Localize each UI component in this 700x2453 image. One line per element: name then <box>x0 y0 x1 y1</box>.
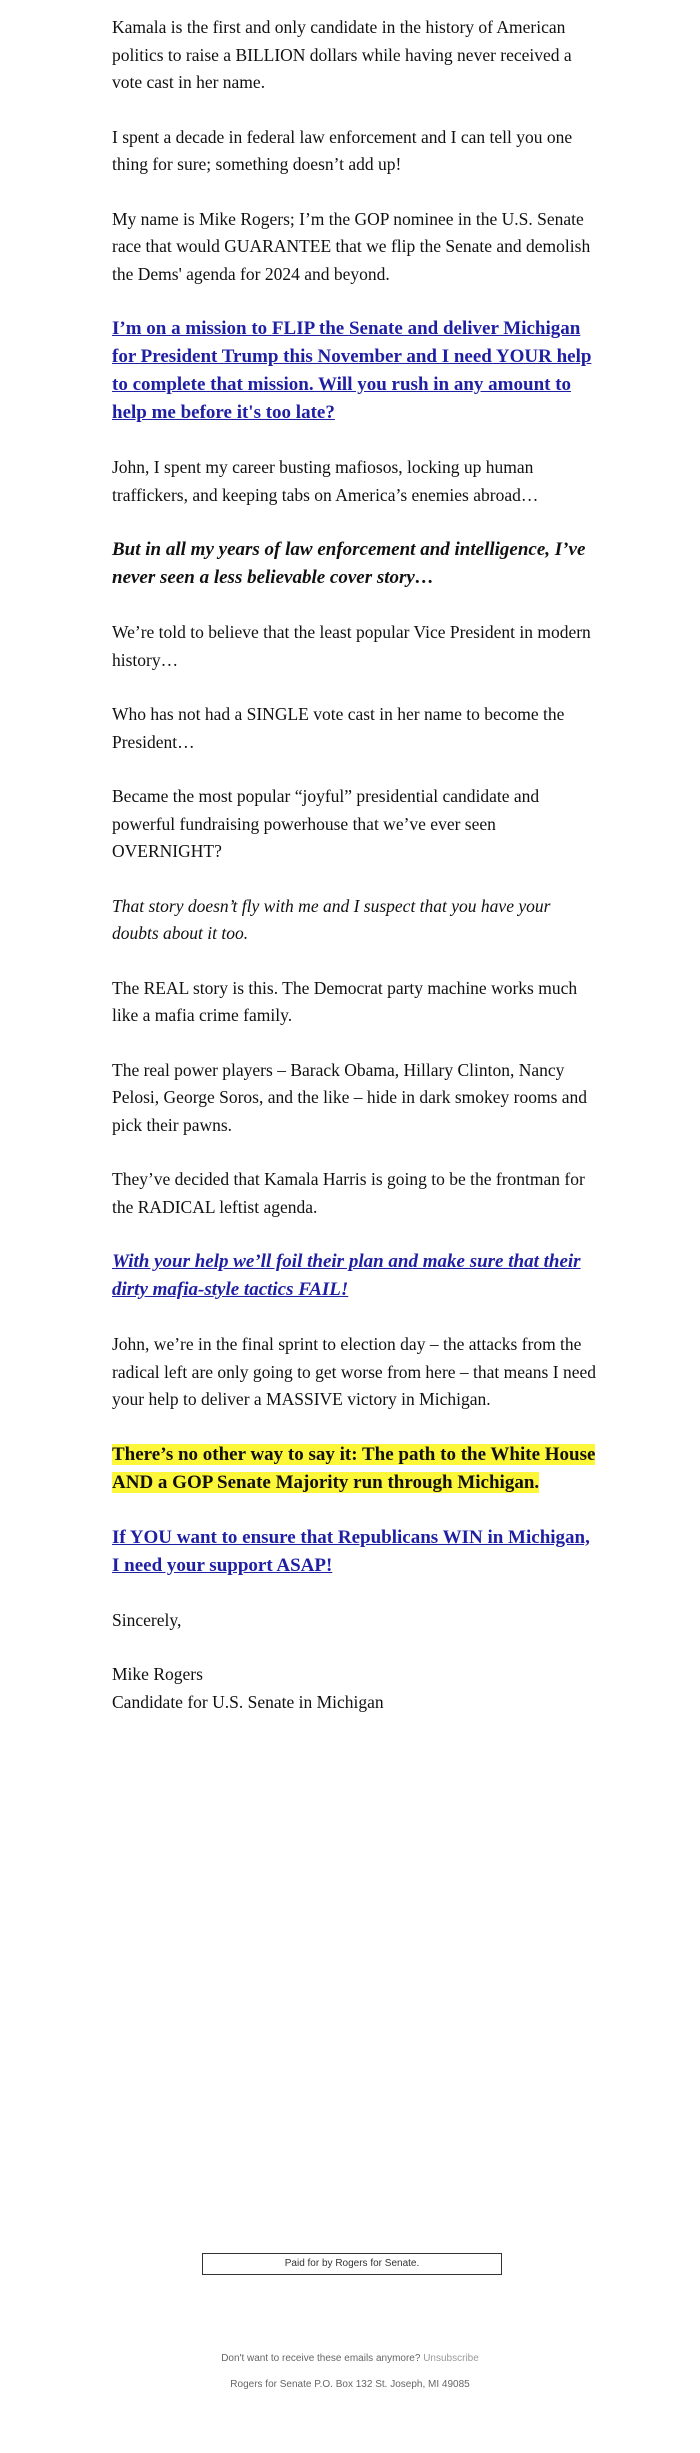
paragraph-single-vote: Who has not had a SINGLE vote cast in her name to become the President… <box>112 704 565 752</box>
paragraph-power-players: The real power players – Barack Obama, Hillary Clinton, Nancy Pelosi, George Soros, and the like – hide in dark smokey rooms and pick their pawns. <box>112 1059 588 1135</box>
paragraph-intro: Kamala is the first and only candidate in the history of American politics to raise a BILLION dollars while having never received a vote cast in her name. <box>112 17 572 92</box>
mailing-address: Rogers for Senate P.O. Box 132 St. Joseph, MI 49085 <box>230 2379 470 2390</box>
paragraph-career: John, I spent my career busting mafiosos, locking up human traffickers, and keeping tabs on America’s enemies abroad… <box>112 457 539 505</box>
signature-name: Mike Rogers <box>112 1664 203 1684</box>
support-link-paragraph <box>112 1524 600 1580</box>
paragraph-cover-story: But in all my years of law enforcement and intelligence, I’ve never seen a less believable cover story… <box>112 539 586 588</box>
donate-link-mission[interactable]: I’m on a mission to FLIP the Senate and deliver Michigan for President Trump this November and I need YOUR help to complete that mission. Will you rush in any amount to help me before it's too late? <box>112 318 592 423</box>
highlight-paragraph <box>112 1441 600 1497</box>
donate-link-support[interactable]: If YOU want to ensure that Republicans WIN in Michigan, I need your support ASAP! <box>112 1526 590 1576</box>
highlighted-text: There’s no other way to say it: The path to the White House AND a GOP Senate Majority run through Michigan. <box>112 1443 596 1493</box>
email-body <box>112 14 600 1716</box>
paragraph-doubts: That story doesn’t fly with me and I suspect that you have your doubts about it too. <box>112 895 551 943</box>
paragraph-real-story: The REAL story is this. The Democrat party machine works much like a mafia crime family. <box>112 977 578 1025</box>
unsubscribe-prompt: Don't want to receive these emails anymore? <box>221 2353 421 2364</box>
donate-link-foil-plan[interactable]: With your help we’ll foil their plan and make sure that their dirty mafia-style tactics FAIL! <box>112 1251 581 1300</box>
donate-link-paragraph <box>112 315 600 427</box>
paragraph-vice-president: We’re told to believe that the least popular Vice President in modern history… <box>112 622 591 670</box>
paragraph-joyful: Became the most popular “joyful” presidential candidate and powerful fundraising powerhouse that we’ve ever seen OVERNIGHT? <box>112 786 540 861</box>
closing: Sincerely, <box>112 1609 182 1630</box>
foil-link-paragraph <box>112 1248 600 1304</box>
paragraph-frontman: They’ve decided that Kamala Harris is going to be the frontman for the RADICAL leftist agenda. <box>112 1169 585 1217</box>
paid-for-disclaimer: Paid for by Rogers for Senate. <box>202 2253 502 2275</box>
paragraph-final-sprint: John, we’re in the final sprint to election day – the attacks from the radical left are only going to get worse from here – that means I need your help to deliver a MASSIVE victory in Michigan. <box>112 1334 596 1409</box>
paragraph-law-enforcement: I spent a decade in federal law enforcement and I can tell you one thing for sure; something doesn’t add up! <box>112 126 573 174</box>
unsubscribe-link[interactable]: Unsubscribe <box>423 2353 479 2364</box>
paragraph-introduction-name: My name is Mike Rogers; I’m the GOP nominee in the U.S. Senate race that would GUARANTEE that we flip the Senate and demolish the Dems' agenda for 2024 and beyond. <box>112 208 591 284</box>
signature-title: Candidate for U.S. Senate in Michigan <box>112 1691 384 1712</box>
unsubscribe-line <box>0 2353 700 2364</box>
